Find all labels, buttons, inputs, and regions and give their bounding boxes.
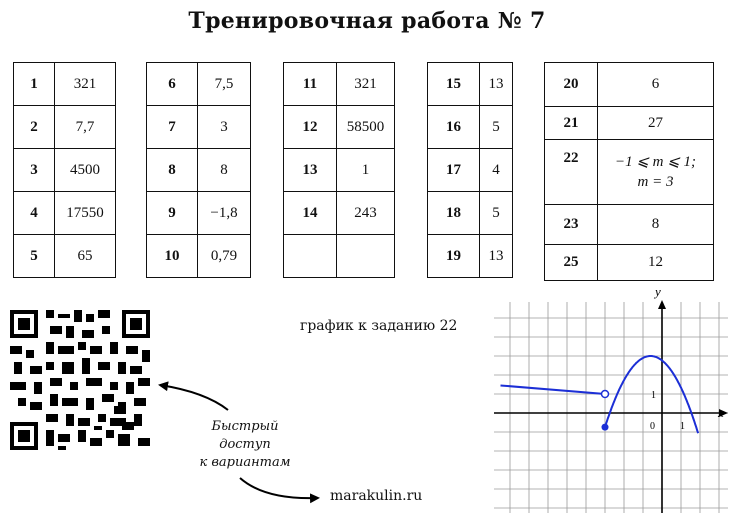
task-answer: 8 <box>598 205 714 245</box>
answers-table-2 <box>146 62 251 278</box>
task-answer: 58500 <box>337 106 395 149</box>
caption-line: доступ <box>219 437 271 452</box>
task-answer: 321 <box>55 63 116 106</box>
table-row <box>428 149 513 192</box>
table-row <box>147 63 251 106</box>
task-answer: 0,79 <box>198 235 251 278</box>
task-answer: −1,8 <box>198 192 251 235</box>
task-answer: 12 <box>598 245 714 281</box>
table-row <box>284 192 395 235</box>
task-answer <box>337 235 395 278</box>
task-answer: 1 <box>337 149 395 192</box>
task-number: 7 <box>147 106 198 149</box>
task-number <box>284 235 337 278</box>
table-row <box>284 63 395 106</box>
task-number: 3 <box>14 149 55 192</box>
task-number: 6 <box>147 63 198 106</box>
task-answer: 5 <box>480 106 513 149</box>
table-row <box>147 149 251 192</box>
table-row <box>147 106 251 149</box>
task-answer: 321 <box>337 63 395 106</box>
table-row <box>284 106 395 149</box>
task-answer: 4 <box>480 149 513 192</box>
task-number: 23 <box>545 205 598 245</box>
table-row <box>545 205 714 245</box>
table-row <box>545 140 714 205</box>
task-answer: 13 <box>480 63 513 106</box>
graph-caption: график к заданию 22 <box>300 318 458 334</box>
task-number: 19 <box>428 235 480 278</box>
table-row <box>545 63 714 107</box>
task-answer: 27 <box>598 107 714 140</box>
arrow-to-qr-icon <box>160 385 228 410</box>
answers-table-4 <box>427 62 513 278</box>
function-graph <box>492 284 732 515</box>
linear-branch <box>501 385 606 394</box>
answers-table-5 <box>544 62 714 281</box>
task-number: 16 <box>428 106 480 149</box>
task-answer: 3 <box>198 106 251 149</box>
task-number: 4 <box>14 192 55 235</box>
task-number: 13 <box>284 149 337 192</box>
table-row <box>428 192 513 235</box>
task-answer: 6 <box>598 63 714 107</box>
closed-endpoint <box>602 424 609 431</box>
task-answer: 7,5 <box>198 63 251 106</box>
x-unit-label: 1 <box>680 421 685 432</box>
answers-table-1 <box>13 62 116 278</box>
y-unit-label: 1 <box>651 390 656 401</box>
task-number: 5 <box>14 235 55 278</box>
answers-table-3 <box>283 62 395 278</box>
table-row <box>428 235 513 278</box>
caption-line: к вариантам <box>199 455 291 470</box>
task-number: 12 <box>284 106 337 149</box>
task-answer: 17550 <box>55 192 116 235</box>
task-number: 17 <box>428 149 480 192</box>
task-answer: 7,7 <box>55 106 116 149</box>
arrow-to-site-icon <box>240 478 318 498</box>
page-title: Тренировочная работа № 7 <box>188 8 546 34</box>
table-row <box>14 149 116 192</box>
table-row <box>428 63 513 106</box>
task-answer <box>598 140 714 205</box>
table-row <box>14 106 116 149</box>
task-number: 11 <box>284 63 337 106</box>
task-answer: 13 <box>480 235 513 278</box>
y-axis-label: y <box>655 284 661 299</box>
answer-line-2: m = 3 <box>637 174 674 190</box>
site-link[interactable]: marakulin.ru <box>330 488 423 504</box>
task-number: 18 <box>428 192 480 235</box>
table-row <box>14 63 116 106</box>
table-row <box>545 245 714 281</box>
task-number: 25 <box>545 245 598 281</box>
task-number: 15 <box>428 63 480 106</box>
task-number: 2 <box>14 106 55 149</box>
task-answer: 65 <box>55 235 116 278</box>
qr-code[interactable] <box>6 306 154 454</box>
answer-line-1: −1 ⩽ m ⩽ 1; <box>614 154 697 170</box>
table-row <box>14 192 116 235</box>
task-number: 14 <box>284 192 337 235</box>
task-number: 8 <box>147 149 198 192</box>
task-number: 10 <box>147 235 198 278</box>
task-number: 20 <box>545 63 598 107</box>
table-row <box>147 235 251 278</box>
task-number: 1 <box>14 63 55 106</box>
task-answer: 5 <box>480 192 513 235</box>
table-row <box>147 192 251 235</box>
task-number: 9 <box>147 192 198 235</box>
task-number: 22 <box>545 140 598 205</box>
table-row <box>545 107 714 140</box>
task-number: 21 <box>545 107 598 140</box>
table-row <box>284 235 395 278</box>
task-answer: 243 <box>337 192 395 235</box>
caption-line: Быстрый <box>211 419 279 434</box>
task-answer: 8 <box>198 149 251 192</box>
task-answer: 4500 <box>55 149 116 192</box>
origin-label: 0 <box>650 421 655 432</box>
y-axis-arrow-icon <box>658 300 666 309</box>
open-endpoint <box>602 391 609 398</box>
table-row <box>284 149 395 192</box>
quick-access-caption <box>190 418 300 472</box>
table-row <box>14 235 116 278</box>
x-axis-label: x <box>718 405 724 420</box>
table-row <box>428 106 513 149</box>
